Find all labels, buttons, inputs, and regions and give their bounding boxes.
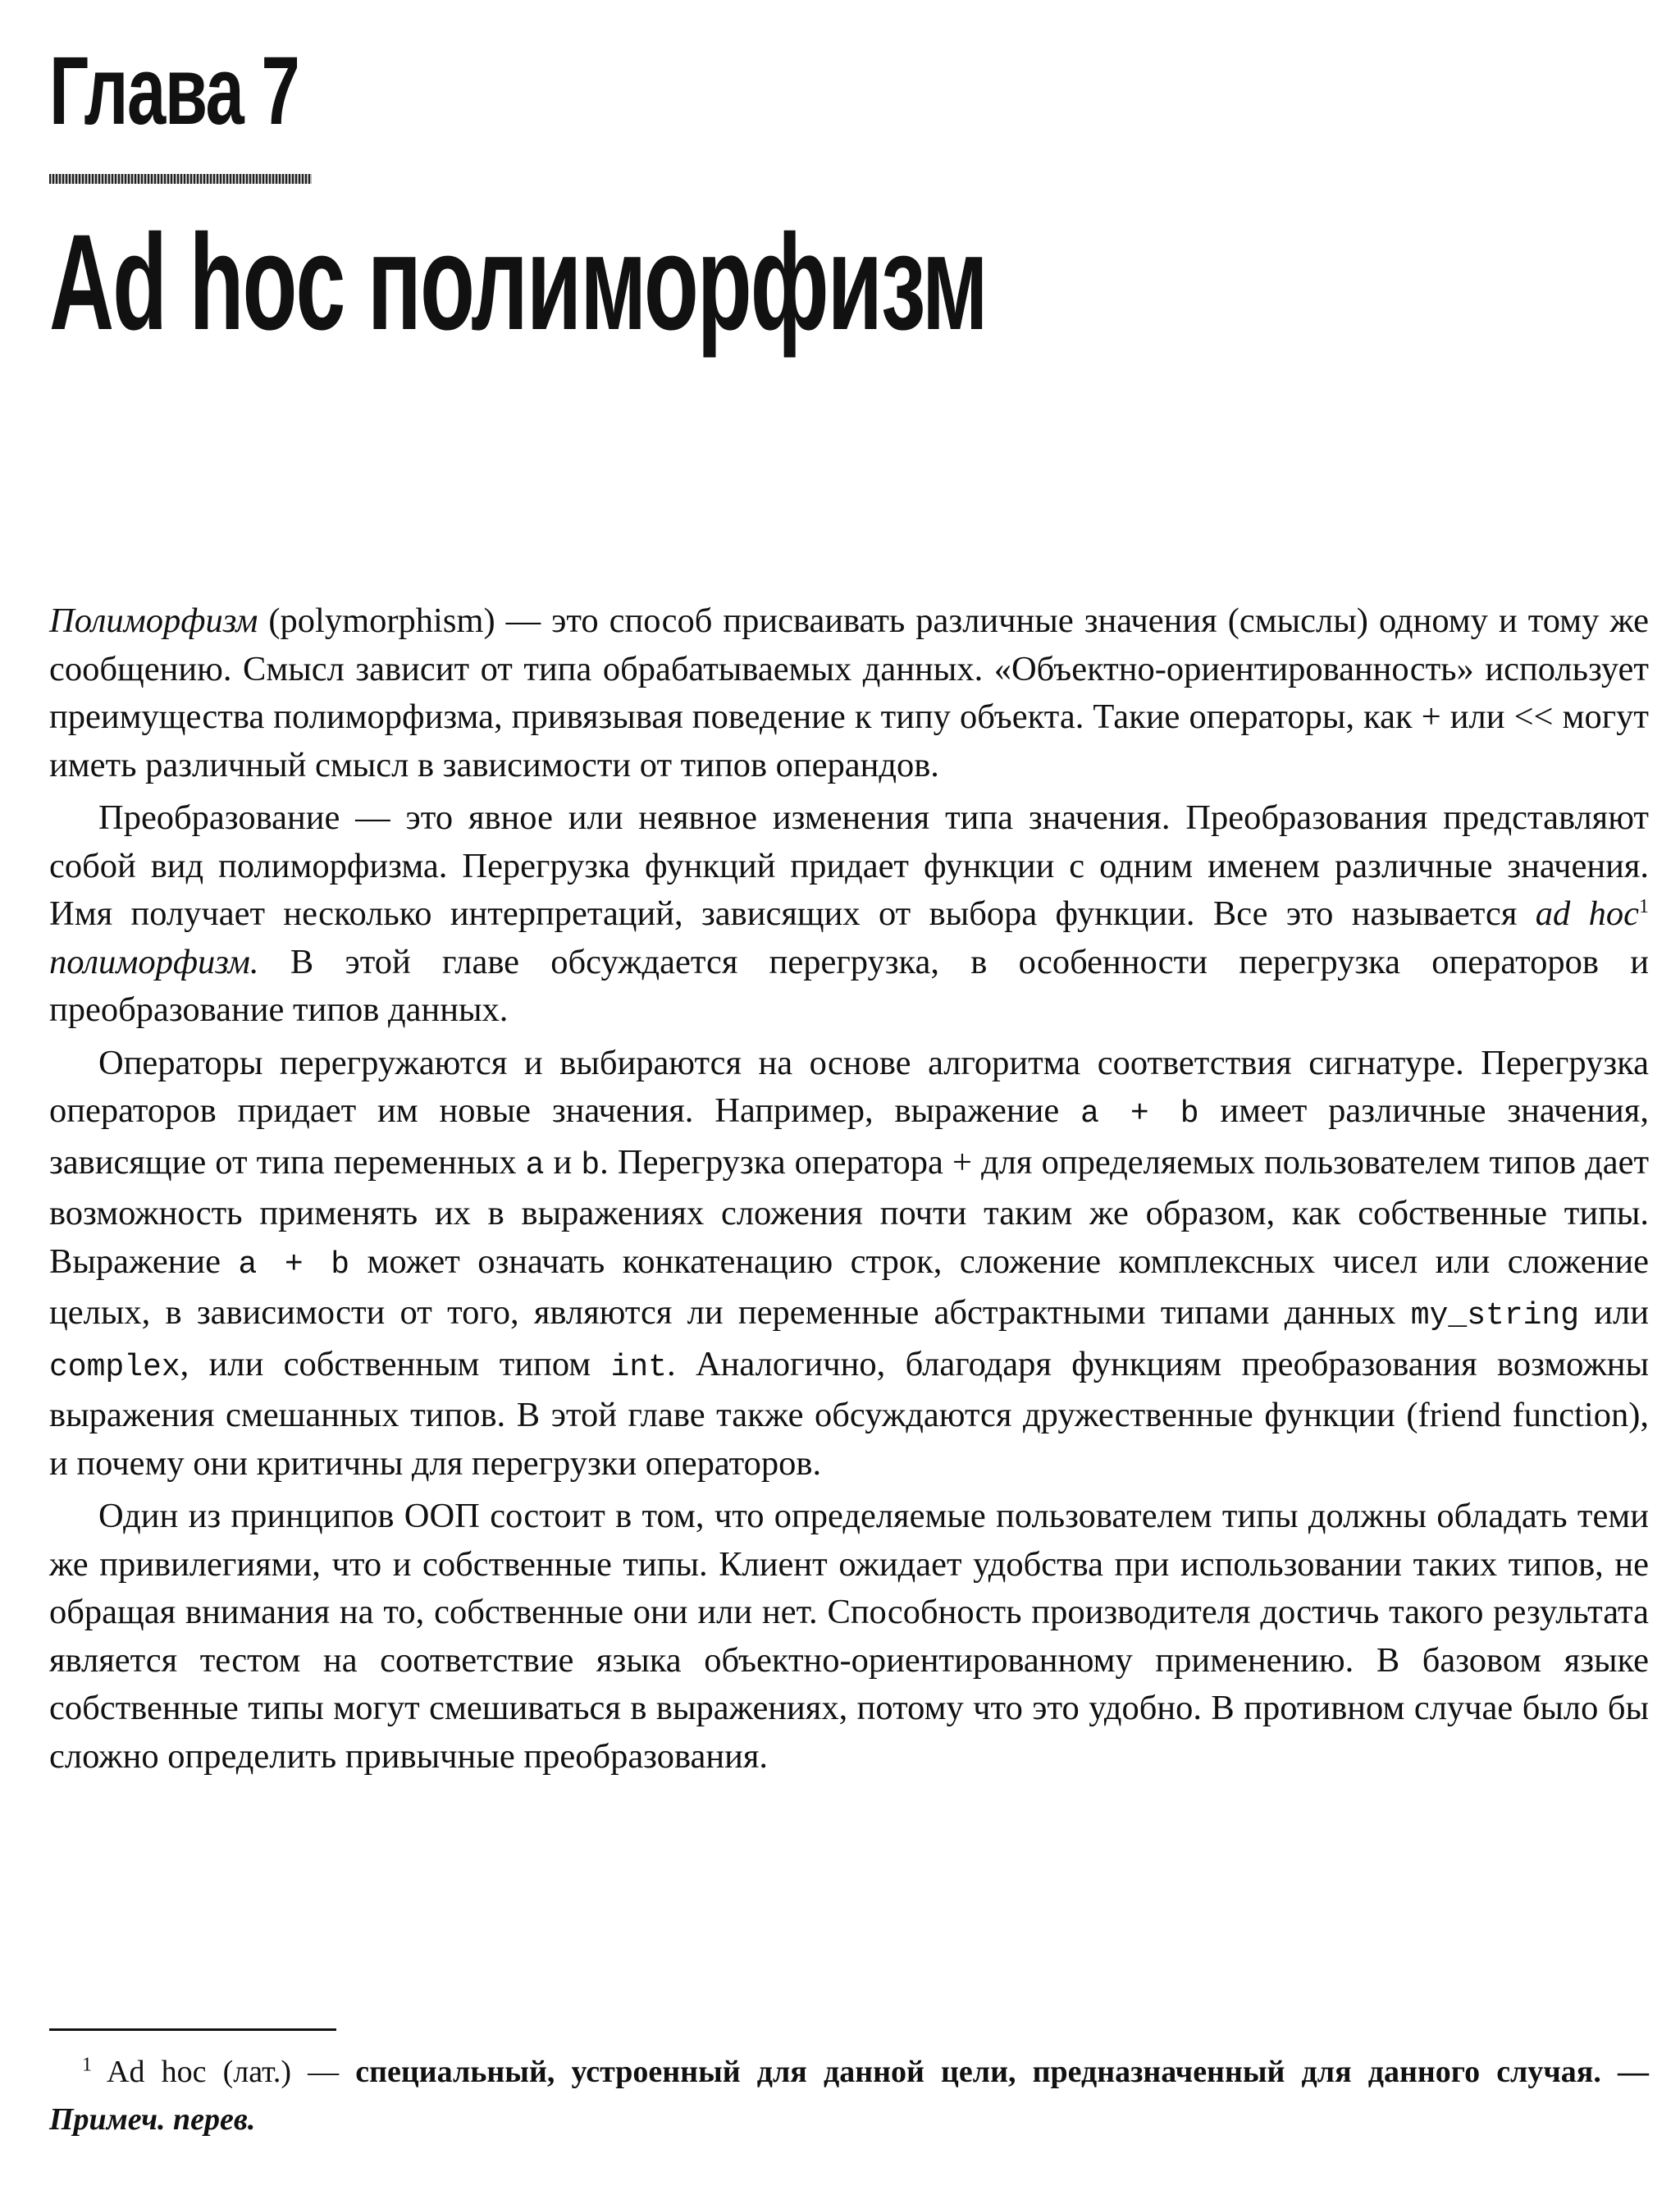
paragraph-text: и (544, 1142, 582, 1182)
paragraph-text: может означать конкатенацию строк, сложение комплексных чисел или сложение целых, в зависимости от того, являются ли переменные абстрактными типами данных (49, 1241, 1649, 1332)
paragraph-text: Преобразование — это явное или неявное изменения типа значения. Преобразования представляют собой вид полиморфизма. Перегрузка функций придает функции с одним именем различные значения. Имя получает несколько интерпретаций, зависящих от выбора функции. Все это называется (49, 798, 1649, 933)
footnote-definition: специальный, устроенный для данной цели, предназначенный для данного случая. — (355, 2055, 1649, 2089)
code-complex: complex (49, 1349, 180, 1385)
footnote-term: Ad hoc (лат.) — (92, 2055, 356, 2089)
term-ad-hoc: ad hoc (1535, 894, 1639, 933)
footnote-mark: 1 (82, 2054, 92, 2076)
term-polymorphism: Полиморфизм (49, 601, 258, 640)
paragraph-3 (49, 1040, 1649, 1488)
paragraph-text: Операторы перегружаются и выбираются на основе алгоритма соответствия сигнатуре. Перегрузка операторов придает им новые значения. Например, выражение (49, 1043, 1649, 1130)
chapter-label: Глава 7 (49, 37, 299, 145)
code-var-b: b (581, 1147, 600, 1183)
term-polymorphism-italic: полиморфизм. (49, 942, 259, 981)
translator-note: Примеч. перев. (49, 2102, 256, 2137)
footnote-rule (49, 2028, 336, 2031)
paragraph-text: или (1579, 1293, 1649, 1332)
chapter-title: Ad hoc полиморфизм (49, 207, 987, 359)
paragraph-2 (49, 794, 1649, 1035)
code-expression: a + b (1080, 1096, 1199, 1132)
paragraph-text: В этой главе обсуждается перегрузка, в особенности перегрузка операторов и преобразование типов данных. (49, 942, 1649, 1029)
body-text (49, 597, 1649, 1786)
chapter-rule (49, 174, 312, 184)
paragraph-1 (49, 597, 1649, 789)
paragraph-text: , или собственным типом (180, 1344, 611, 1383)
paragraph-text: Один из принципов ООП состоит в том, что определяемые пользователем типы должны обладать теми же привилегиями, что и собственные типы. Клиент ожидает удобства при использовании таких типов, не обращая внимания на то, собственные они или нет. Способность производителя достичь такого результата является тестом на соответствие языка объектно-ориентированному применению. В базовом языке собственные типы могут смешиваться в выражениях, потому что это удобно. В противном случае было бы сложно определить привычные преобразования. (49, 1497, 1649, 1776)
code-int: int (610, 1349, 667, 1385)
footnote-ref: 1 (1639, 895, 1649, 917)
footnote (49, 2048, 1649, 2143)
paragraph-text: . Перегрузка оператора + для определяемых пользователем типов дает возможность применять их в выражениях сложения почти таким же образом, как собственные типы. Выражение (49, 1142, 1650, 1281)
code-my-string: my_string (1410, 1298, 1580, 1333)
code-var-a: a (525, 1147, 545, 1183)
paragraph-text: (polymorphism) — это способ присваивать различные значения (смыслы) одному и тому же сообщению. Смысл зависит от типа обрабатываемых данных. «Объектно-ориентированность» использует преимущества полиморфизма, привязывая поведение к типу объекта. Такие операторы, как + или << могут иметь различный смысл в зависимости от типов операндов. (49, 601, 1649, 784)
paragraph-text: . Аналогично, благодаря функциям преобразования возможны выражения смешанных типов. В этой главе также обсуждаются дружественные функции (friend function), и почему они критичны для перегрузки операторов. (49, 1344, 1650, 1483)
paragraph-4 (49, 1493, 1649, 1781)
paragraph-text: имеет различные значения, зависящие от типа переменных (49, 1091, 1649, 1182)
code-expression: a + b (238, 1246, 350, 1283)
